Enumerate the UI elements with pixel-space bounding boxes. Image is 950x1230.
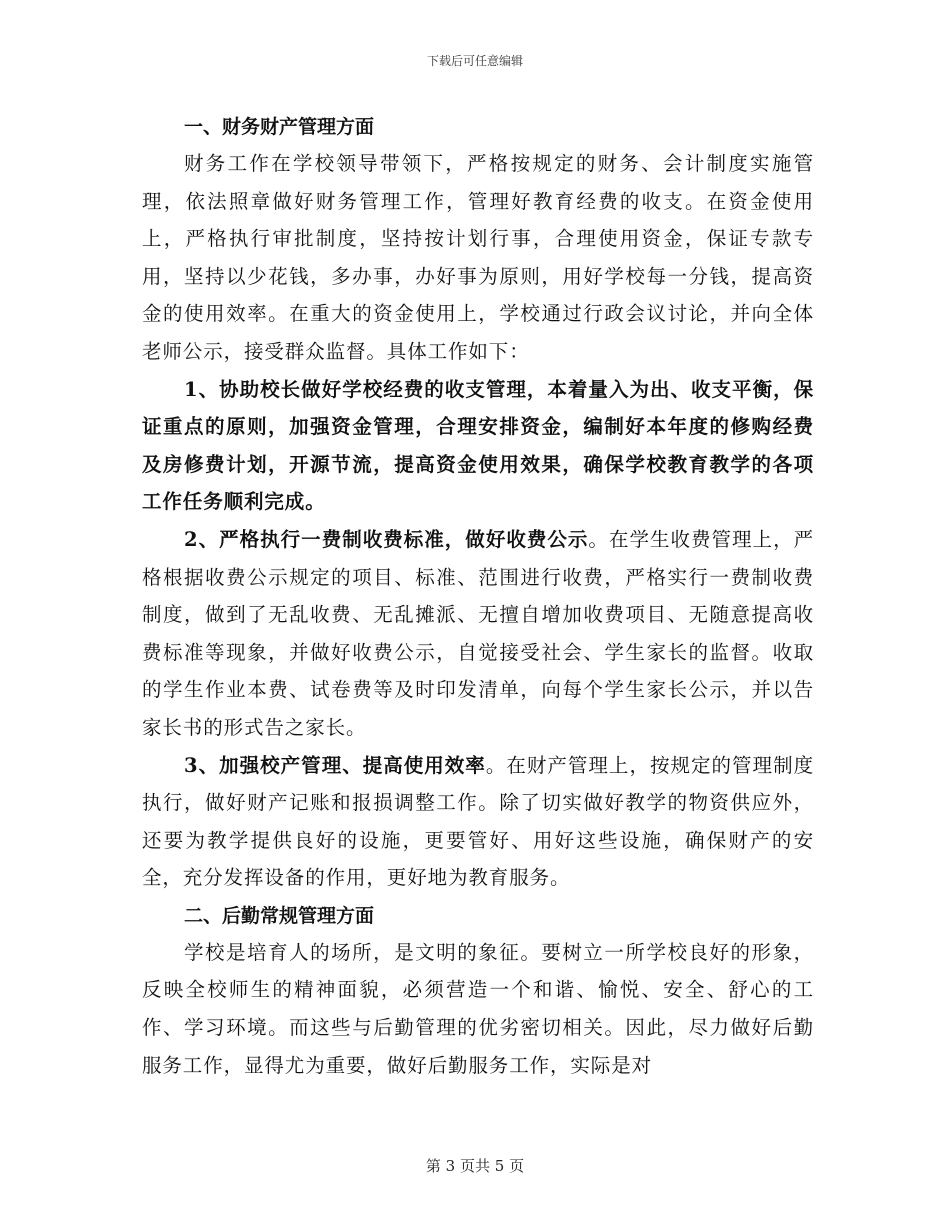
section-intro-logistics: 学校是培育人的场所，是文明的象征。要树立一所学校良好的形象，反映全校师生的精神面貌，必须营造一个和谐、愉悦、安全、舒心的工作、学习环境。而这些与后勤管理的优劣密切相关。因此，尽力做好后勤服务工作，显得尤为重要，做好后勤服务工作，实际是对 bbox=[142, 940, 814, 1077]
list-item-1 bbox=[142, 371, 814, 521]
section-heading-logistics: 二、后勤常规管理方面 bbox=[184, 904, 375, 927]
list-item-1-lead: 1、协助校长做好学校经费的收支管理，本着量入为出、收支平衡，保证重点的原则，加强资金管理，合理安排资金，编制好本年度的修购经费及房修费计划，开源节流，提高资金使用效果，确保学校教育教学的各项工作任务顺利完成。 bbox=[142, 377, 814, 514]
document-body bbox=[142, 110, 814, 1084]
list-item-3 bbox=[142, 747, 814, 897]
page-header: 下载后可任意编辑 bbox=[426, 54, 523, 68]
list-item-2-body: 。在学生收费管理上，严格根据收费公示规定的项目、标准、范围进行收费，严格实行一费制收费制度，做到了无乱收费、无乱摊派、无擅自增加收费项目、无随意提高收费标准等现象，并做好收费公示，自觉接受社会、学生家长的监督。收取的学生作业本费、试卷费等及时印发清单，向每个学生家长公示，并以告家长书的形式告之家长。 bbox=[142, 527, 814, 739]
list-item-3-lead: 3、加强校产管理、提高使用效率 bbox=[184, 753, 486, 777]
page-footer: 第 3 页共 5 页 bbox=[425, 1157, 525, 1175]
list-item-2-lead: 2、严格执行一费制收费标准，做好收费公示 bbox=[184, 527, 589, 551]
list-item-2 bbox=[142, 521, 814, 747]
section-heading-finance: 一、财务财产管理方面 bbox=[184, 116, 375, 138]
list-item-3-body: 。在财产管理上，按规定的管理制度执行，做好财产记账和报损调整工作。除了切实做好教学的物资供应外，还要为教学提供良好的设施，更要管好、用好这些设施，确保财产的安全，充分发挥设备的作用，更好地为教育服务。 bbox=[142, 753, 814, 890]
section-intro-finance: 财务工作在学校领导带领下，严格按规定的财务、会计制度实施管理，依法照章做好财务管理工作，管理好教育经费的收支。在资金使用上，严格执行审批制度，坚持按计划行事，合理使用资金，保证专款专用，坚持以少花钱，多办事，办好事为原则，用好学校每一分钱，提高资金的使用效率。在重大的资金使用上，学校通过行政会议讨论，并向全体老师公示，接受群众监督。具体工作如下： bbox=[142, 152, 814, 363]
